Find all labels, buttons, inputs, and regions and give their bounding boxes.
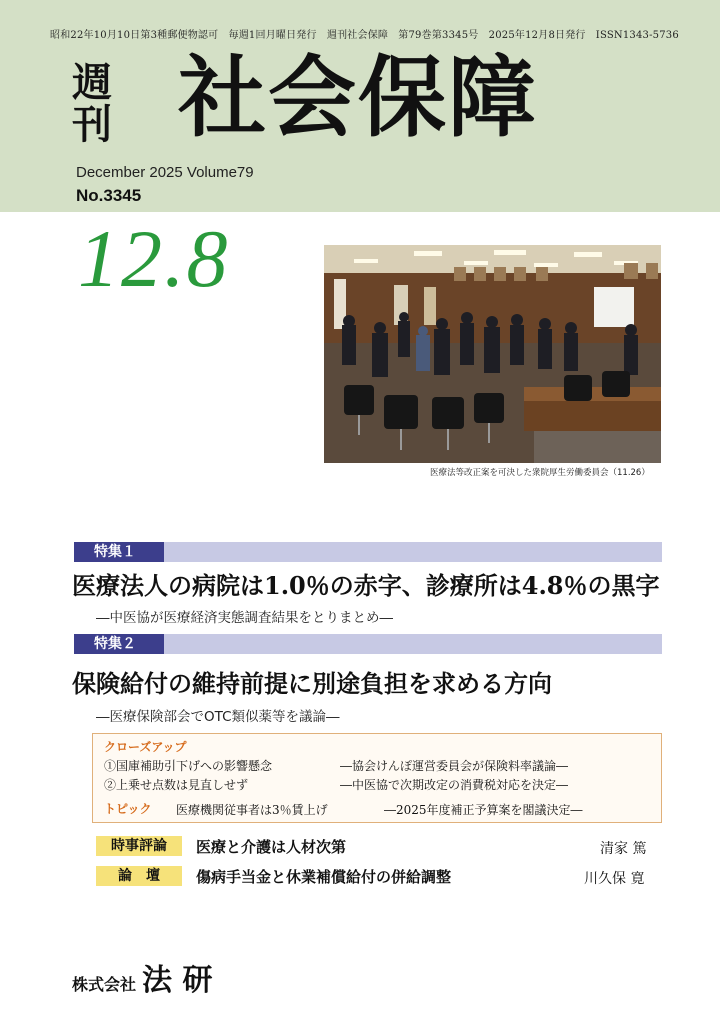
photo-caption: 医療法等改正案を可決した衆院厚生労働委員会（11.26） <box>430 468 650 478</box>
topic-note: ―2025年度補正予算案を閣議決定― <box>384 803 583 817</box>
topic-label: トピック <box>104 802 152 816</box>
closeup-item-2-note: ―中医協で次期改定の消費税対応を決定― <box>340 778 569 792</box>
issue-date: 12.8 <box>78 213 230 304</box>
publisher-name: 法 研 <box>142 963 213 998</box>
topic-title: 医療機関従事者は3％賃上げ <box>176 803 328 817</box>
feature-2-label: 特集２ <box>74 634 164 654</box>
closeup-item-1-title: ①国庫補助引下げへの影響懸念 <box>104 759 273 773</box>
closeup-item-2-title: ②上乗せ点数は見直しせず <box>104 778 249 792</box>
magazine-title: 社会保障 <box>178 46 539 149</box>
publisher <box>72 955 212 999</box>
feature-1-subtitle: ―中医協が医療経済実態調査結果をとりまとめ― <box>96 610 393 626</box>
closeup-label: クローズアップ <box>104 740 187 754</box>
committee-room-photo <box>324 245 661 463</box>
registration-line: 昭和22年10月10日第3種郵便物認可 毎週1回月曜日発行 週刊社会保障 第79巻第3345号 2025年12月8日発行 ISSN1343-5736 <box>50 30 679 41</box>
volume-line: December 2025 Volume79 <box>76 164 254 181</box>
feature-1-headline: 医療法人の病院は1.0％の赤字、診療所は4.8％の黒字 <box>72 571 660 600</box>
weekly-label: 週刊 <box>72 60 112 148</box>
column-2-title: 傷病手当金と休業補償給付の併給調整 <box>196 868 452 886</box>
feature-2-headline: 保険給付の維持前提に別途負担を求める方向 <box>72 669 552 698</box>
column-1-tag: 時事評論 <box>96 836 182 856</box>
cover-photo <box>324 245 661 463</box>
publisher-prefix: 株式会社 <box>72 975 137 994</box>
column-1-title: 医療と介護は人材次第 <box>196 838 347 856</box>
column-2-author: 川久保 寛 <box>584 871 645 887</box>
column-2-tag: 論 壇 <box>96 866 182 886</box>
column-1-author: 清家 篤 <box>600 841 647 857</box>
issue-number: No.3345 <box>76 186 142 205</box>
feature-1-label: 特集１ <box>74 542 164 562</box>
feature-2-subtitle: ―医療保険部会でOTC類似薬等を議論― <box>96 709 340 725</box>
closeup-item-1-note: ―協会けんぽ運営委員会が保険料率議論― <box>340 759 569 773</box>
